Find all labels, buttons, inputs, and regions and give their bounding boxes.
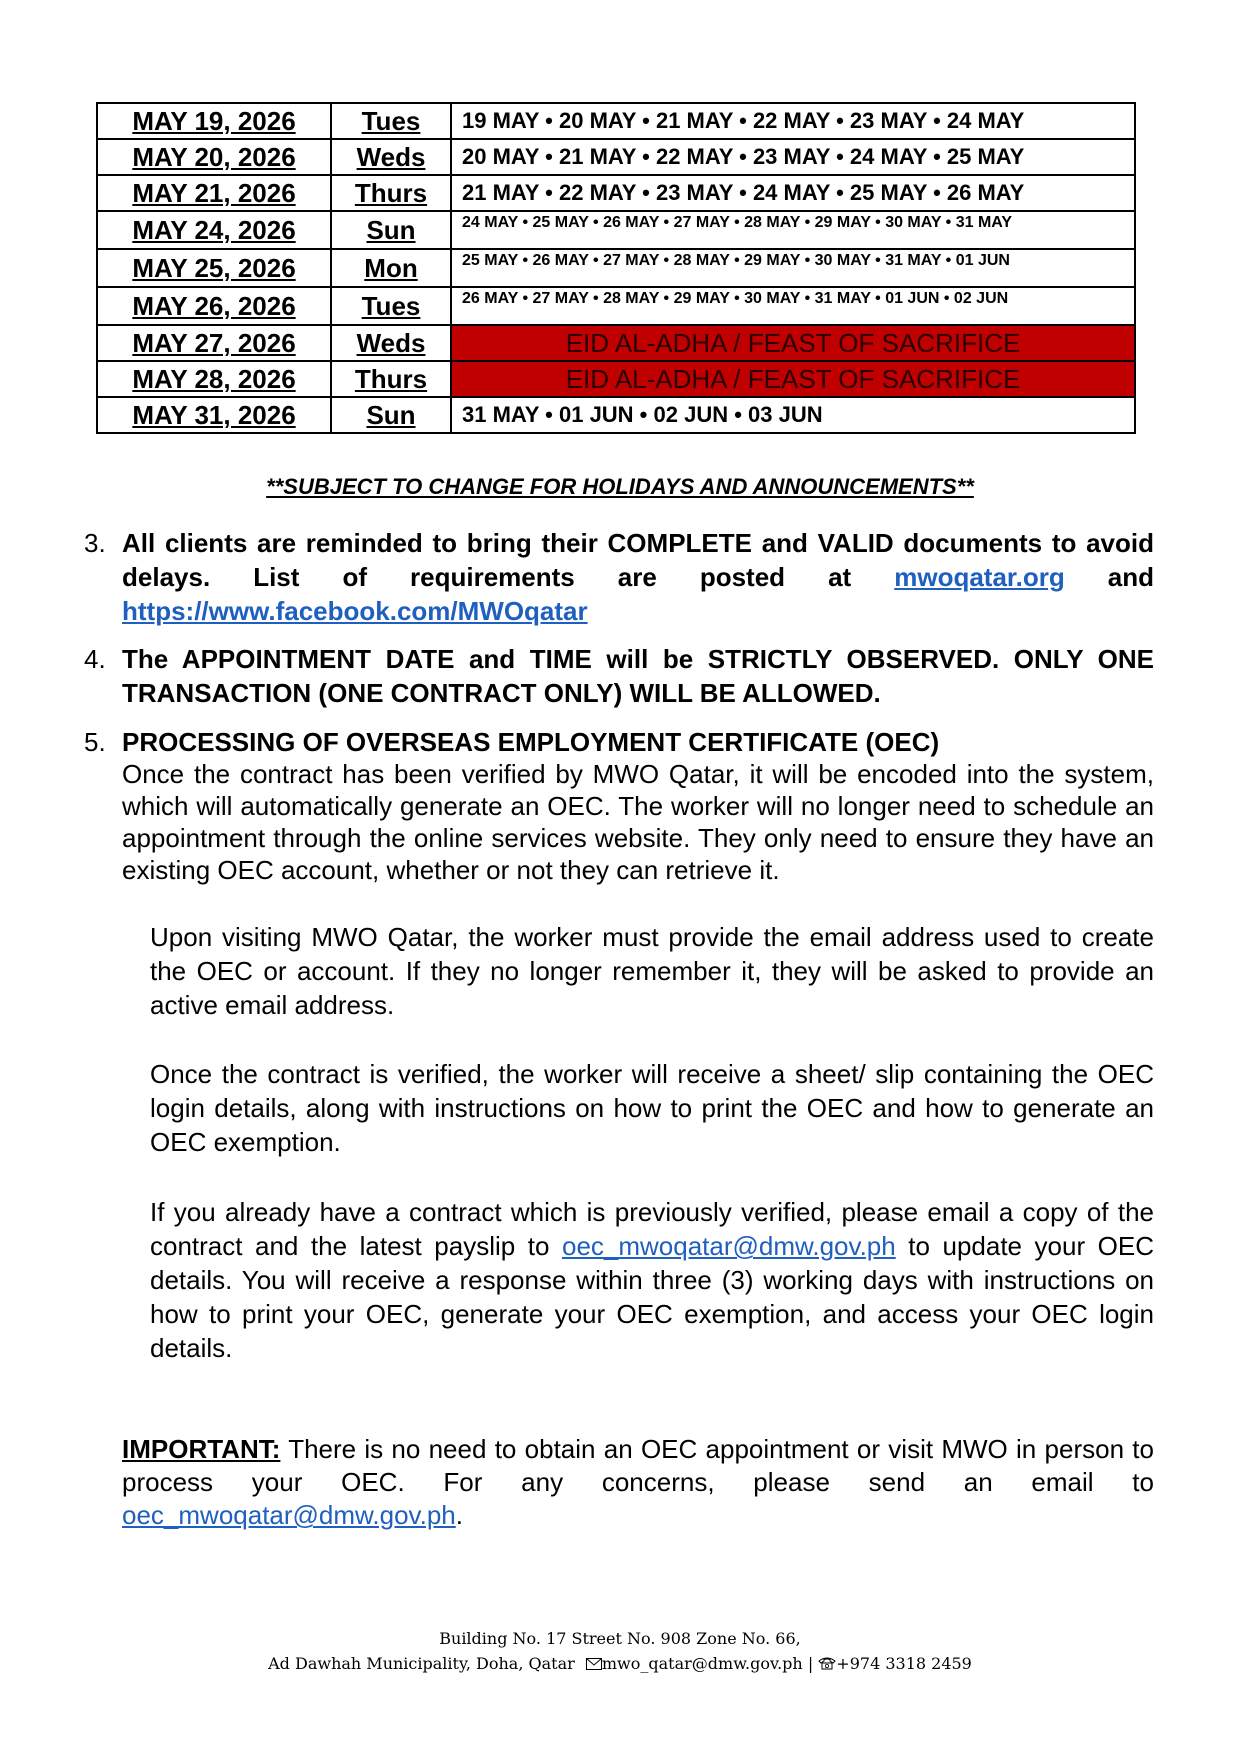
schedule-row bbox=[97, 397, 1135, 433]
schedule-holiday: EID AL-ADHA / FEAST OF SACRIFICE bbox=[451, 325, 1135, 361]
item-3-text: All clients are reminded to bring their COMPLETE and VALID documents to avoid delays. List of requirements are posted at bbox=[122, 528, 1154, 592]
schedule-row bbox=[97, 287, 1135, 325]
item-number: 3. bbox=[84, 528, 106, 558]
schedule-table bbox=[96, 102, 1136, 434]
schedule-date: MAY 28, 2026 bbox=[97, 361, 331, 397]
important-notice bbox=[122, 1433, 1154, 1532]
item-4 bbox=[84, 642, 1154, 710]
footer-address bbox=[0, 1626, 1240, 1676]
schedule-day: Thurs bbox=[331, 175, 451, 211]
schedule-slots: 26 MAY • 27 MAY • 28 MAY • 29 MAY • 30 MAY • 31 MAY • 01 JUN • 02 JUN bbox=[451, 287, 1135, 325]
schedule-date: MAY 19, 2026 bbox=[97, 103, 331, 139]
schedule-row bbox=[97, 325, 1135, 361]
schedule-date: MAY 27, 2026 bbox=[97, 325, 331, 361]
schedule-date: MAY 20, 2026 bbox=[97, 139, 331, 175]
footer-email: mwo_qatar@dmw.gov.ph bbox=[601, 1654, 803, 1673]
schedule-slots: 20 MAY • 21 MAY • 22 MAY • 23 MAY • 24 MAY • 25 MAY bbox=[451, 139, 1135, 175]
schedule-slots: 19 MAY • 20 MAY • 21 MAY • 22 MAY • 23 MAY • 24 MAY bbox=[451, 103, 1135, 139]
schedule-slots: 21 MAY • 22 MAY • 23 MAY • 24 MAY • 25 MAY • 26 MAY bbox=[451, 175, 1135, 211]
schedule-row bbox=[97, 361, 1135, 397]
schedule-day: Sun bbox=[331, 397, 451, 433]
para3-before: If you already have a contract which is previously verified, please email a copy of the contract and the latest payslip to bbox=[150, 1197, 1154, 1261]
schedule-date: MAY 31, 2026 bbox=[97, 397, 331, 433]
schedule-day: Mon bbox=[331, 249, 451, 287]
footer-separator: | bbox=[807, 1654, 814, 1673]
schedule-date: MAY 21, 2026 bbox=[97, 175, 331, 211]
schedule-day: Weds bbox=[331, 325, 451, 361]
schedule-slots: 31 MAY • 01 JUN • 02 JUN • 03 JUN bbox=[451, 397, 1135, 433]
oec-body: Once the contract has been verified by MWO Qatar, it will be encoded into the system, which will automatically generate an OEC. The worker will no longer need to schedule an appointment through the online services website. They only need to ensure they have an existing OEC account, whether or not they can retrieve it. bbox=[122, 759, 1154, 885]
schedule-slots: 25 MAY • 26 MAY • 27 MAY • 28 MAY • 29 MAY • 30 MAY • 31 MAY • 01 JUN bbox=[451, 249, 1135, 287]
mwoqatar-link[interactable]: mwoqatar.org bbox=[894, 562, 1065, 592]
schedule-date: MAY 26, 2026 bbox=[97, 287, 331, 325]
schedule-row bbox=[97, 103, 1135, 139]
item-4-text: The APPOINTMENT DATE and TIME will be STRICTLY OBSERVED. ONLY ONE TRANSACTION (ONE CONTRACT ONLY) WILL BE ALLOWED. bbox=[122, 644, 1154, 708]
schedule-holiday: EID AL-ADHA / FEAST OF SACRIFICE bbox=[451, 361, 1135, 397]
footer-line-2 bbox=[0, 1651, 1240, 1676]
schedule-row bbox=[97, 211, 1135, 249]
important-text: There is no need to obtain an OEC appointment or visit MWO in person to process your OEC. For any concerns, please send an email to bbox=[122, 1434, 1154, 1497]
subject-to-change-note: **SUBJECT TO CHANGE FOR HOLIDAYS AND ANNOUNCEMENTS** bbox=[266, 474, 974, 499]
schedule-day: Thurs bbox=[331, 361, 451, 397]
item-number: 4. bbox=[84, 644, 106, 674]
item-5 bbox=[84, 726, 1154, 886]
schedule-date: MAY 25, 2026 bbox=[97, 249, 331, 287]
facebook-link[interactable]: https://www.facebook.com/MWOqatar bbox=[122, 596, 588, 626]
paragraph-previously-verified bbox=[150, 1195, 1154, 1365]
schedule-row bbox=[97, 249, 1135, 287]
schedule-row bbox=[97, 139, 1135, 175]
para3-after: to update your OEC details. You will receive a response within three (3) working days with instructions on how to print your OEC, generate your OEC exemption, and access your OEC login details. bbox=[150, 1231, 1155, 1363]
footer-location: Ad Dawhah Municipality, Doha, Qatar bbox=[268, 1654, 575, 1673]
footer-phone: +974 3318 2459 bbox=[836, 1654, 972, 1673]
oec-heading: PROCESSING OF OVERSEAS EMPLOYMENT CERTIFICATE (OEC) bbox=[122, 727, 940, 757]
footer-line-1: Building No. 17 Street No. 908 Zone No. 66, bbox=[439, 1629, 801, 1648]
paragraph-verified-slip: Once the contract is verified, the worker will receive a sheet/ slip containing the OEC login details, along with instructions on how to print the OEC and how to generate an OEC exemption. bbox=[150, 1059, 1154, 1157]
item-3 bbox=[84, 526, 1154, 628]
oec-email-link[interactable]: oec_mwoqatar@dmw.gov.ph bbox=[561, 1231, 896, 1261]
envelope-icon bbox=[586, 1651, 602, 1676]
schedule-day: Tues bbox=[331, 287, 451, 325]
item-number: 5. bbox=[84, 727, 106, 757]
schedule-day: Tues bbox=[331, 103, 451, 139]
important-email-link[interactable]: oec_mwoqatar@dmw.gov.ph bbox=[122, 1500, 456, 1530]
schedule-slots: 24 MAY • 25 MAY • 26 MAY • 27 MAY • 28 MAY • 29 MAY • 30 MAY • 31 MAY bbox=[451, 211, 1135, 249]
schedule-day: Weds bbox=[331, 139, 451, 175]
telephone-icon bbox=[818, 1651, 836, 1676]
schedule-date: MAY 24, 2026 bbox=[97, 211, 331, 249]
schedule-day: Sun bbox=[331, 211, 451, 249]
and-text: and bbox=[1107, 562, 1154, 592]
important-label: IMPORTANT: bbox=[122, 1434, 281, 1464]
paragraph-email-visit: Upon visiting MWO Qatar, the worker must provide the email address used to create the OEC or account. If they no longer remember it, they will be asked to provide an active email address. bbox=[150, 922, 1154, 1020]
schedule-row bbox=[97, 175, 1135, 211]
important-end: . bbox=[455, 1500, 463, 1530]
